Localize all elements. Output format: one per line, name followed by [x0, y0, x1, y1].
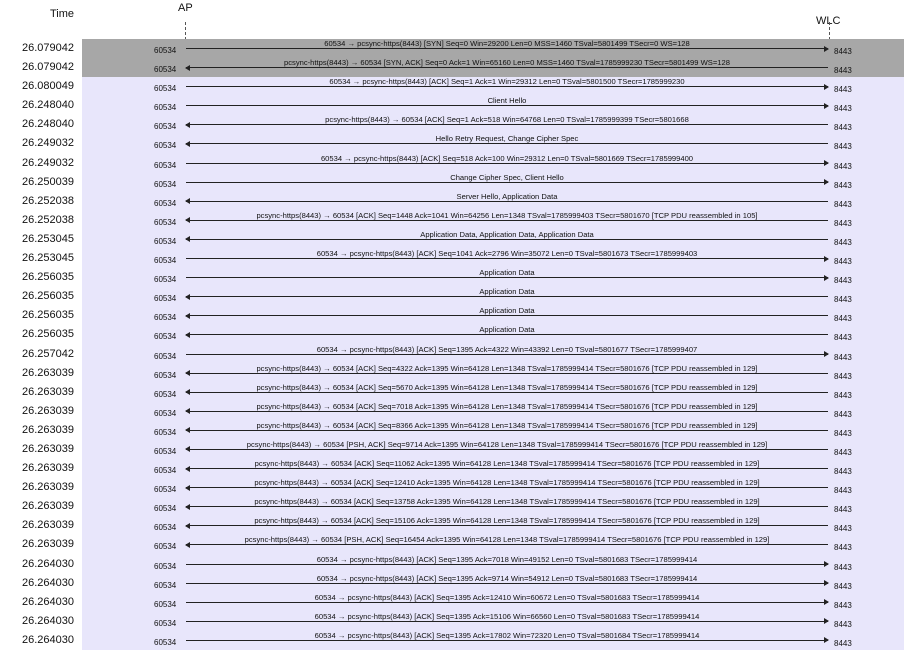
packet-label: 60534 → pcsync-https(8443) [SYN] Seq=0 Win=29200 Len=0 MSS=1460 TSval=5801499 TSecr=0 WS=128	[324, 39, 690, 48]
flow-row[interactable]	[0, 535, 904, 554]
flow-row[interactable]	[0, 421, 904, 440]
packet-label: pcsync-https(8443) → 60534 [PSH, ACK] Seq=9714 Ack=1395 Win=64128 Len=1348 TSval=1785999414 TSecr=5801676 [TCP PDU reassembled in 129]	[246, 439, 768, 449]
flow-row[interactable]	[0, 230, 904, 249]
row-time: 26.263039	[22, 519, 74, 532]
row-time: 26.263039	[22, 385, 74, 398]
destination-port: 8443	[834, 409, 852, 419]
arrow-left-icon	[186, 487, 828, 488]
row-time: 26.256035	[22, 328, 74, 341]
source-port: 60534	[154, 65, 177, 75]
arrow-left-icon	[186, 544, 828, 545]
packet-label: pcsync-https(8443) → 60534 [SYN, ACK] Seq=0 Ack=1 Win=65160 Len=0 MSS=1460 TSval=1785999230 TSecr=5801499 WS=128	[284, 58, 730, 68]
destination-port: 8443	[834, 218, 852, 228]
flow-row[interactable]	[0, 555, 904, 574]
flow-row[interactable]	[0, 345, 904, 364]
source-port: 60534	[154, 122, 177, 132]
source-port: 60534	[154, 427, 177, 437]
row-time: 26.263039	[22, 442, 74, 455]
flow-row[interactable]	[0, 134, 904, 153]
source-port: 60534	[154, 46, 177, 55]
arrow-left-icon	[186, 373, 828, 374]
source-port: 60534	[154, 179, 177, 189]
arrow-right-icon	[186, 621, 828, 622]
packet-label: Application Data	[479, 268, 535, 278]
row-time: 26.263039	[22, 538, 74, 551]
arrow-left-icon	[186, 525, 828, 526]
packet-label: Application Data	[479, 306, 535, 316]
flow-row[interactable]	[0, 96, 904, 115]
row-time: 26.079042	[22, 42, 74, 54]
flow-row[interactable]	[0, 612, 904, 631]
destination-port: 8443	[834, 581, 852, 591]
arrow-right-icon	[186, 564, 828, 565]
destination-port: 8443	[834, 371, 852, 381]
arrow-left-icon	[186, 449, 828, 450]
flow-row[interactable]	[0, 287, 904, 306]
time-column-header: Time	[50, 8, 75, 20]
source-port: 60534	[154, 389, 177, 399]
destination-port: 8443	[834, 123, 852, 133]
source-port: 60534	[154, 370, 177, 380]
row-time: 26.263039	[22, 481, 74, 494]
right-host-label: WLC	[816, 15, 841, 27]
row-time: 26.257042	[22, 347, 74, 360]
destination-port: 8443	[834, 447, 852, 457]
destination-port: 8443	[834, 257, 852, 267]
row-time: 26.256035	[22, 271, 74, 284]
packet-label: pcsync-https(8443) → 60534 [ACK] Seq=5670 Ack=1395 Win=64128 Len=1348 TSval=1785999414 TSecr=5801676 [TCP PDU reassembled in 129]	[256, 382, 758, 392]
source-port: 60534	[154, 637, 177, 647]
packet-label: 60534 → pcsync-https(8443) [ACK] Seq=1395 Ack=4322 Win=43392 Len=0 TSval=5801677 TSecr=1785999407	[316, 344, 698, 354]
packet-label: pcsync-https(8443) → 60534 [ACK] Seq=7018 Ack=1395 Win=64128 Len=1348 TSval=1785999414 TSecr=5801676 [TCP PDU reassembled in 129]	[256, 401, 758, 411]
source-port: 60534	[154, 198, 177, 208]
flow-row[interactable]	[0, 459, 904, 478]
packet-label: Hello Retry Request, Change Cipher Spec	[435, 134, 579, 144]
packet-label: 60534 → pcsync-https(8443) [ACK] Seq=518 Ack=100 Win=29312 Len=0 TSval=5801669 TSecr=1785999400	[320, 153, 694, 163]
destination-port: 8443	[834, 333, 852, 343]
arrow-left-icon	[186, 220, 828, 221]
arrow-left-icon	[186, 334, 828, 335]
flow-row[interactable]	[0, 39, 904, 58]
arrow-left-icon	[186, 411, 828, 412]
flow-row[interactable]	[0, 268, 904, 287]
row-time: 26.249032	[22, 137, 74, 150]
row-time: 26.080049	[22, 80, 74, 93]
source-port: 60534	[154, 485, 177, 495]
packet-label: 60534 → pcsync-https(8443) [ACK] Seq=1395 Ack=7018 Win=49152 Len=0 TSval=5801683 TSecr=1785999414	[316, 554, 698, 564]
arrow-left-icon	[186, 315, 828, 316]
packet-label: Application Data, Application Data, Application Data	[420, 229, 594, 239]
flow-row[interactable]	[0, 115, 904, 134]
packet-label: pcsync-https(8443) → 60534 [ACK] Seq=12410 Ack=1395 Win=64128 Len=1348 TSval=1785999414 TSecr=5801676 [TCP PDU reassembled in 129]	[254, 478, 760, 488]
row-time: 26.263039	[22, 404, 74, 417]
row-time: 26.263039	[22, 462, 74, 475]
destination-port: 8443	[834, 295, 852, 305]
row-time: 26.263039	[22, 366, 74, 379]
flow-row[interactable]	[0, 402, 904, 421]
row-time: 26.263039	[22, 500, 74, 513]
source-port: 60534	[154, 217, 177, 227]
arrow-right-icon	[186, 583, 828, 584]
destination-port: 8443	[834, 161, 852, 171]
source-port: 60534	[154, 141, 177, 151]
packet-label: 60534 → pcsync-https(8443) [ACK] Seq=1395 Ack=15106 Win=66560 Len=0 TSval=5801683 TSecr=1785999414	[314, 611, 700, 621]
row-time: 26.264030	[22, 633, 74, 646]
destination-port: 8443	[834, 66, 852, 76]
row-time: 26.264030	[22, 614, 74, 627]
source-port: 60534	[154, 160, 177, 170]
flow-row[interactable]	[0, 325, 904, 344]
destination-port: 8443	[834, 352, 852, 362]
flow-row[interactable]	[0, 249, 904, 268]
source-port: 60534	[154, 599, 177, 609]
source-port: 60534	[154, 466, 177, 476]
flow-row[interactable]	[0, 77, 904, 96]
flow-row[interactable]	[0, 192, 904, 211]
arrow-right-icon	[186, 602, 828, 603]
packet-label: 60534 → pcsync-https(8443) [ACK] Seq=1 Ack=1 Win=29312 Len=0 TSval=5801500 TSecr=1785999230	[329, 77, 685, 87]
destination-port: 8443	[834, 428, 852, 438]
flow-row[interactable]	[0, 478, 904, 497]
arrow-right-icon	[186, 258, 828, 259]
packet-label: pcsync-https(8443) → 60534 [ACK] Seq=13758 Ack=1395 Win=64128 Len=1348 TSval=1785999414 TSecr=5801676 [TCP PDU reassembled in 129]	[254, 497, 760, 507]
packet-label: pcsync-https(8443) → 60534 [ACK] Seq=1448 Ack=1041 Win=64256 Len=1348 TSval=1785999403 TSecr=5801670 [TCP PDU reassembled in 105]	[256, 210, 758, 220]
row-time: 26.264030	[22, 595, 74, 608]
flow-row[interactable]	[0, 440, 904, 459]
arrow-left-icon	[186, 468, 828, 469]
arrow-left-icon	[186, 239, 828, 240]
source-port: 60534	[154, 618, 177, 628]
flow-row[interactable]	[0, 593, 904, 612]
row-time: 26.248040	[22, 99, 74, 112]
source-port: 60534	[154, 408, 177, 418]
flow-row[interactable]	[0, 497, 904, 516]
destination-port: 8443	[834, 467, 852, 477]
destination-port: 8443	[834, 104, 852, 114]
arrow-left-icon	[186, 430, 828, 431]
destination-port: 8443	[834, 524, 852, 534]
arrow-right-icon	[186, 354, 828, 355]
arrow-right-icon	[186, 182, 828, 183]
row-time: 26.256035	[22, 290, 74, 303]
flow-row[interactable]	[0, 516, 904, 535]
row-time: 26.256035	[22, 309, 74, 322]
row-time: 26.252038	[22, 194, 74, 207]
destination-port: 8443	[834, 85, 852, 95]
source-port: 60534	[154, 275, 177, 285]
source-port: 60534	[154, 294, 177, 304]
source-port: 60534	[154, 313, 177, 323]
source-port: 60534	[154, 561, 177, 571]
row-time: 26.249032	[22, 156, 74, 169]
arrow-right-icon	[186, 48, 828, 49]
flow-row[interactable]	[0, 211, 904, 230]
packet-label: pcsync-https(8443) → 60534 [ACK] Seq=15106 Ack=1395 Win=64128 Len=1348 TSval=1785999414 TSecr=5801676 [TCP PDU reassembled in 129]	[254, 516, 760, 526]
destination-port: 8443	[834, 390, 852, 400]
flow-row[interactable]	[0, 574, 904, 593]
source-port: 60534	[154, 580, 177, 590]
packet-label: Server Hello, Application Data	[456, 191, 558, 201]
flow-row[interactable]	[0, 173, 904, 192]
source-port: 60534	[154, 523, 177, 533]
packet-label: 60534 → pcsync-https(8443) [ACK] Seq=1395 Ack=12410 Win=60672 Len=0 TSval=5801683 TSecr=1785999414	[314, 592, 700, 602]
destination-port: 8443	[834, 199, 852, 209]
left-host-label: AP	[178, 2, 193, 14]
arrow-left-icon	[186, 67, 828, 68]
row-time: 26.264030	[22, 557, 74, 570]
flow-row[interactable]	[0, 58, 904, 77]
arrow-right-icon	[186, 86, 828, 87]
packet-label: pcsync-https(8443) → 60534 [ACK] Seq=11062 Ack=1395 Win=64128 Len=1348 TSval=1785999414 TSecr=5801676 [TCP PDU reassembled in 129]	[254, 459, 760, 469]
arrow-right-icon	[186, 277, 828, 278]
flow-row[interactable]	[0, 154, 904, 173]
destination-port: 8443	[834, 486, 852, 496]
packet-label: pcsync-https(8443) → 60534 [ACK] Seq=8366 Ack=1395 Win=64128 Len=1348 TSval=1785999414 TSecr=5801676 [TCP PDU reassembled in 129]	[256, 420, 758, 430]
destination-port: 8443	[834, 505, 852, 515]
row-time: 26.250039	[22, 175, 74, 188]
row-time: 26.264030	[22, 576, 74, 589]
source-port: 60534	[154, 256, 177, 266]
source-port: 60534	[154, 446, 177, 456]
packet-label: pcsync-https(8443) → 60534 [ACK] Seq=4322 Ack=1395 Win=64128 Len=1348 TSval=1785999414 TSecr=5801676 [TCP PDU reassembled in 129]	[256, 363, 758, 373]
destination-port: 8443	[834, 543, 852, 553]
packet-label: Client Hello	[487, 96, 527, 106]
packet-label: Application Data	[479, 287, 535, 297]
flow-row[interactable]	[0, 383, 904, 402]
source-port: 60534	[154, 103, 177, 113]
destination-port: 8443	[834, 562, 852, 572]
packet-label: Change Cipher Spec, Client Hello	[450, 172, 564, 182]
arrow-right-icon	[186, 640, 828, 641]
source-port: 60534	[154, 84, 177, 94]
packet-label: 60534 → pcsync-https(8443) [ACK] Seq=1395 Ack=17802 Win=72320 Len=0 TSval=5801684 TSecr=1785999414	[314, 630, 700, 640]
arrow-left-icon	[186, 506, 828, 507]
arrow-left-icon	[186, 143, 828, 144]
destination-port: 8443	[834, 276, 852, 286]
packet-label: pcsync-https(8443) → 60534 [PSH, ACK] Seq=16454 Ack=1395 Win=64128 Len=1348 TSval=1785999414 TSecr=5801676 [TCP PDU reassembled in 129]	[244, 535, 770, 545]
flow-row[interactable]	[0, 306, 904, 325]
arrow-right-icon	[186, 163, 828, 164]
destination-port: 8443	[834, 638, 852, 648]
destination-port: 8443	[834, 619, 852, 629]
arrow-left-icon	[186, 124, 828, 125]
flow-row[interactable]	[0, 364, 904, 383]
source-port: 60534	[154, 236, 177, 246]
source-port: 60534	[154, 332, 177, 342]
destination-port: 8443	[834, 314, 852, 324]
packet-label: 60534 → pcsync-https(8443) [ACK] Seq=1395 Ack=9714 Win=54912 Len=0 TSval=5801683 TSecr=1785999414	[316, 573, 698, 583]
flow-row[interactable]	[0, 631, 904, 650]
row-time: 26.253045	[22, 252, 74, 265]
row-time: 26.253045	[22, 232, 74, 245]
destination-port: 8443	[834, 142, 852, 152]
source-port: 60534	[154, 351, 177, 361]
arrow-left-icon	[186, 296, 828, 297]
flow-graph	[0, 39, 904, 650]
arrow-left-icon	[186, 392, 828, 393]
row-time: 26.079042	[22, 61, 74, 74]
destination-port: 8443	[834, 47, 852, 56]
packet-label: pcsync-https(8443) → 60534 [ACK] Seq=1 Ack=518 Win=64768 Len=0 TSval=1785999399 TSecr=5801668	[325, 115, 689, 125]
row-time: 26.252038	[22, 213, 74, 226]
row-time: 26.263039	[22, 423, 74, 436]
arrow-right-icon	[186, 105, 828, 106]
packet-label: 60534 → pcsync-https(8443) [ACK] Seq=1041 Ack=2796 Win=35072 Len=0 TSval=5801673 TSecr=1785999403	[316, 249, 698, 259]
destination-port: 8443	[834, 180, 852, 190]
row-time: 26.248040	[22, 118, 74, 131]
source-port: 60534	[154, 504, 177, 514]
packet-label: Application Data	[479, 325, 535, 335]
arrow-left-icon	[186, 201, 828, 202]
source-port: 60534	[154, 542, 177, 552]
destination-port: 8443	[834, 237, 852, 247]
destination-port: 8443	[834, 600, 852, 610]
